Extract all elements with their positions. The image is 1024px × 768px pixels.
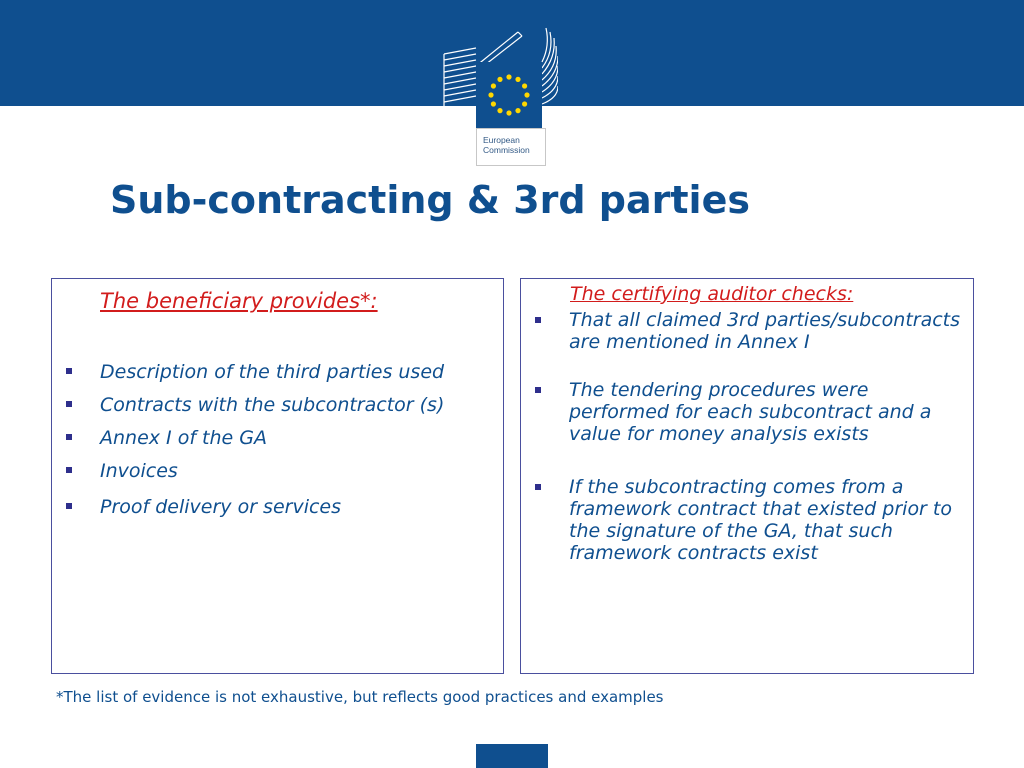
eu-flag-icon <box>476 62 542 128</box>
list-item-text: The tendering procedures were performed for each subcontract and a value for money analysis exists <box>569 379 932 445</box>
list-item <box>569 379 964 445</box>
list-item-text: Description of the third parties used <box>100 361 445 383</box>
bullet-icon <box>66 434 72 440</box>
list-item <box>569 309 964 353</box>
beneficiary-box <box>51 278 504 674</box>
list-item-text: That all claimed 3rd parties/subcontracts are mentioned in Annex I <box>569 309 961 353</box>
list-item-text: Annex I of the GA <box>100 427 267 449</box>
bullet-icon <box>66 503 72 509</box>
list-item-text: Proof delivery or services <box>100 496 342 518</box>
auditor-box <box>520 278 974 674</box>
logo-text <box>483 135 530 155</box>
bullet-icon <box>535 317 541 323</box>
bullet-icon <box>66 467 72 473</box>
bullet-icon <box>66 368 72 374</box>
bullet-icon <box>66 401 72 407</box>
list-item-text: Contracts with the subcontractor (s) <box>100 394 445 416</box>
eu-flag-footer-icon <box>476 744 548 768</box>
page-title: Sub-contracting & 3rd parties <box>110 178 750 222</box>
auditor-list <box>569 309 964 564</box>
bullet-icon <box>535 484 541 490</box>
list-item-text: If the subcontracting comes from a framework contract that existed prior to the signature of the GA, that such framework contracts exist <box>569 476 952 564</box>
list-item <box>100 425 490 452</box>
eu-stars-icon <box>476 62 542 128</box>
list-item-text: Invoices <box>100 460 178 482</box>
list-item <box>100 359 490 386</box>
list-item <box>100 494 490 521</box>
list-item <box>100 392 490 419</box>
bullet-icon <box>535 387 541 393</box>
footnote: *The list of evidence is not exhaustive, but reflects good practices and examples <box>56 688 664 706</box>
beneficiary-heading: The beneficiary provides*: <box>100 289 378 313</box>
logo-text-box <box>476 128 546 166</box>
logo-line-1: European <box>483 135 520 145</box>
european-commission-logo <box>438 26 558 155</box>
list-item <box>100 458 490 485</box>
beneficiary-list <box>100 359 490 521</box>
logo-line-2: Commission <box>483 145 530 155</box>
list-item <box>569 476 964 564</box>
auditor-heading: The certifying auditor checks: <box>570 283 854 305</box>
